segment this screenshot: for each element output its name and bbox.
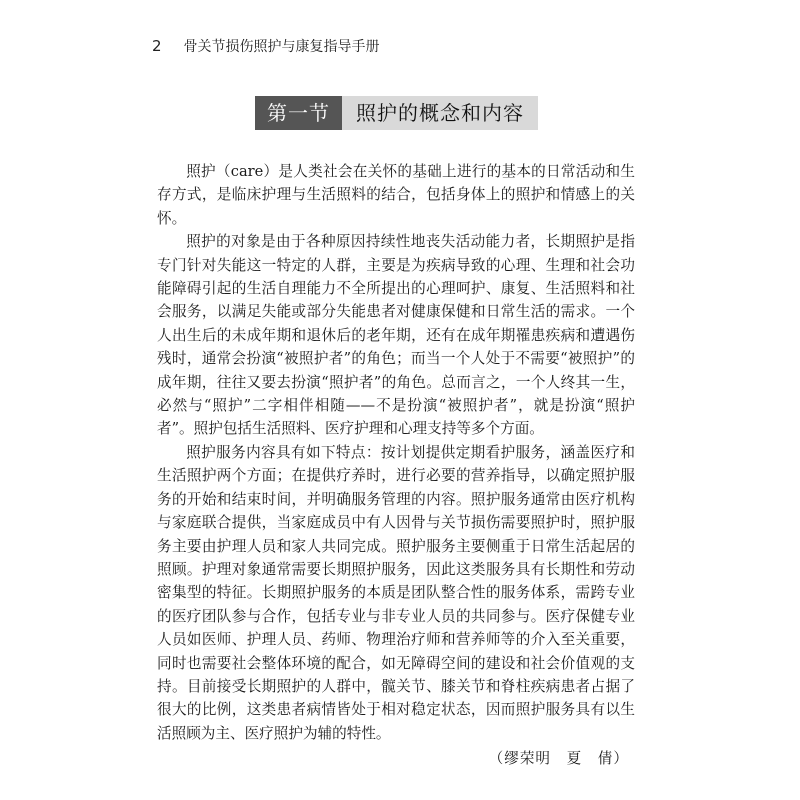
page-number: 2 — [152, 37, 162, 55]
paragraph: 照护的对象是由于各种原因持续性地丧失活动能力者，长期照护是指专门针对失能这一特定的人群，主要是为疾病导致的心理、生理和社会功能障碍引起的生活自理能力不全所提出的心理呵护、康复、生活照料和社会服务，以满足失能或部分失能患者对健康保健和日常生活的需求。一个人出生后的未成年期和退休后的老年期，还有在成年期罹患疾病和遭遇伤残时，通常会扮演“被照护者”的角色；而当一个人处于不需要“被照护”的成年期，往往又要去扮演“照护者”的角色。总而言之，一个人终其一生，必然与“照护”二字相伴相随——不是扮演“被照护者”，就是扮演“照护者”。照护包括生活照料、医疗护理和心理支持等多个方面。 — [157, 233, 635, 438]
running-header — [152, 36, 380, 56]
body-text — [157, 160, 635, 771]
section-label: 第一节 — [255, 96, 342, 130]
book-title: 骨关节损伤照护与康复指导手册 — [183, 39, 380, 55]
paragraph: 照护（care）是人类社会在关怀的基础上进行的基本的日常活动和生存方式，是临床护理与生活照料的结合，包括身体上的照护和情感上的关怀。 — [157, 163, 635, 227]
section-heading — [255, 96, 538, 130]
section-title: 照护的概念和内容 — [342, 96, 538, 130]
author-credit: （缪荣明 夏 倩） — [488, 750, 629, 768]
paragraph: 照护服务内容具有如下特点：按计划提供定期看护服务，涵盖医疗和生活照护两个方面；在提供疗养时，进行必要的营养指导，以确定照护服务的开始和结束时间，并明确服务管理的内容。照护服务通常由医疗机构与家庭联合提供，当家庭成员中有人因骨与关节损伤需要照护时，照护服务主要由护理人员和家人共同完成。照护服务主要侧重于日常生活起居的照顾。护理对象通常需要长期照护服务，因此这类服务具有长期性和劳动密集型的特征。长期照护服务的本质是团队整合性的服务体系，需跨专业的医疗团队参与合作，包括专业与非专业人员的共同参与。医疗保健专业人员如医师、护理人员、药师、物理治疗师和营养师等的介入至关重要，同时也需要社会整体环境的配合，如无障碍空间的建设和社会价值观的支持。目前接受长期照护的人群中，髋关节、膝关节和脊柱疾病患者占据了很大的比例，这类患者病情皆处于相对稳定状态，因而照护服务具有以生活照顾为主、医疗照护为辅的特性。 — [157, 443, 635, 742]
